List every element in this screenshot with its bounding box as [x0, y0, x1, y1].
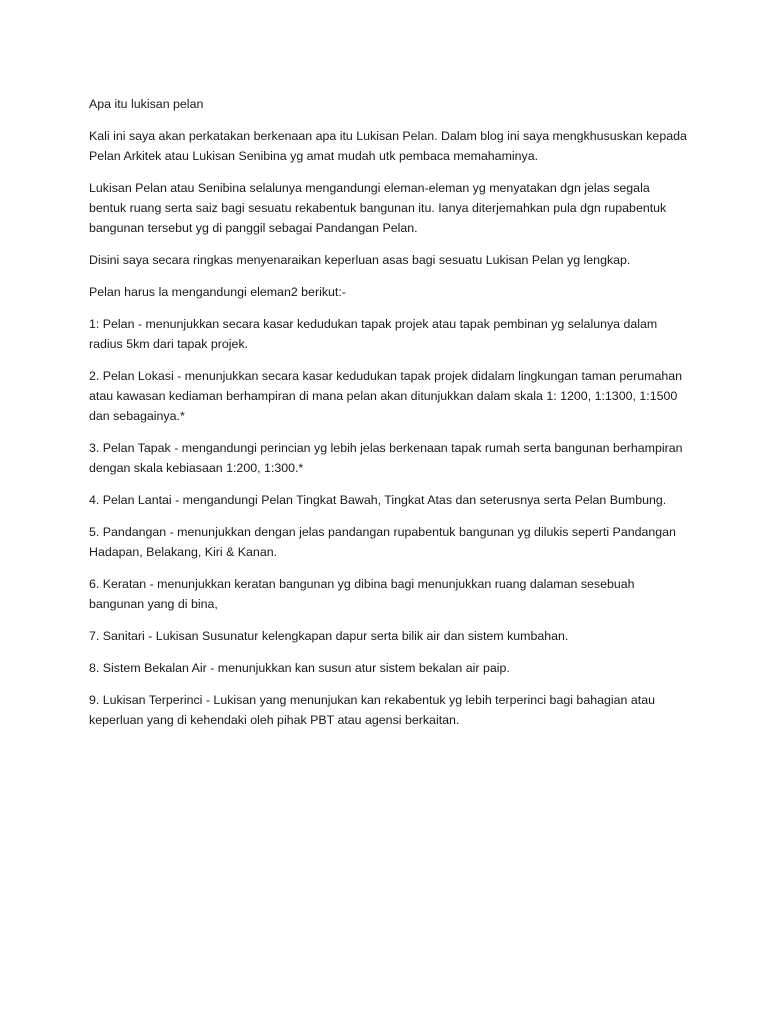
document-title: Apa itu lukisan pelan: [89, 97, 204, 111]
list-item-lukisan-terperinci: 9. Lukisan Terperinci - Lukisan yang menunjukan kan rekabentuk yg lebih terperinci bagi bahagian atau keperluan yang di kehendaki oleh pihak PBT atau agensi berkaitan.: [89, 693, 655, 727]
list-heading: Pelan harus la mengandungi eleman2 berikut:-: [89, 285, 346, 299]
list-item-pelan-lokasi: 2. Pelan Lokasi - menunjukkan secara kasar kedudukan tapak projek didalam lingkungan taman perumahan atau kawasan kediaman berhampiran di mana pelan akan ditunjukkan dalam skala 1: 1200, 1:1300, 1:1500 dan sebagainya.*: [89, 369, 683, 423]
list-item-sistem-bekalan-air: 8. Sistem Bekalan Air - menunjukkan kan susun atur sistem bekalan air paip.: [89, 661, 510, 675]
list-item-pelan-tapak: 3. Pelan Tapak - mengandungi perincian yg lebih jelas berkenaan tapak rumah serta bangunan berhampiran dengan skala kebiasaan 1:200, 1:300.*: [89, 441, 683, 475]
intro-paragraph: Kali ini saya akan perkatakan berkenaan apa itu Lukisan Pelan. Dalam blog ini saya mengkhususkan kepada Pelan Arkitek atau Lukisan Senibina yg amat mudah utk pembaca memahaminya.: [89, 129, 687, 163]
list-item-pelan-lantai: 4. Pelan Lantai - mengandungi Pelan Tingkat Bawah, Tingkat Atas dan seterusnya serta Pelan Bumbung.: [89, 493, 667, 507]
summary-paragraph: Disini saya secara ringkas menyenaraikan keperluan asas bagi sesuatu Lukisan Pelan yg lengkap.: [89, 253, 631, 267]
description-paragraph: Lukisan Pelan atau Senibina selalunya mengandungi eleman-eleman yg menyatakan dgn jelas segala bentuk ruang serta saiz bagi sesuatu rekabentuk bangunan itu. Ianya diterjemahkan pula dgn rupabentuk bangunan tersebut yg di panggil sebagai Pandangan Pelan.: [89, 181, 667, 235]
list-item-pandangan: 5. Pandangan - menunjukkan dengan jelas pandangan rupabentuk bangunan yg dilukis seperti Pandangan Hadapan, Belakang, Kiri & Kanan.: [89, 525, 676, 559]
list-item-sanitari: 7. Sanitari - Lukisan Susunatur kelengkapan dapur serta bilik air dan sistem kumbahan.: [89, 629, 569, 643]
list-item-pelan: 1: Pelan - menunjukkan secara kasar kedudukan tapak projek atau tapak pembinan yg selalunya dalam radius 5km dari tapak projek.: [89, 317, 658, 351]
list-item-keratan: 6. Keratan - menunjukkan keratan bangunan yg dibina bagi menunjukkan ruang dalaman sesebuah bangunan yang di bina,: [89, 577, 635, 611]
